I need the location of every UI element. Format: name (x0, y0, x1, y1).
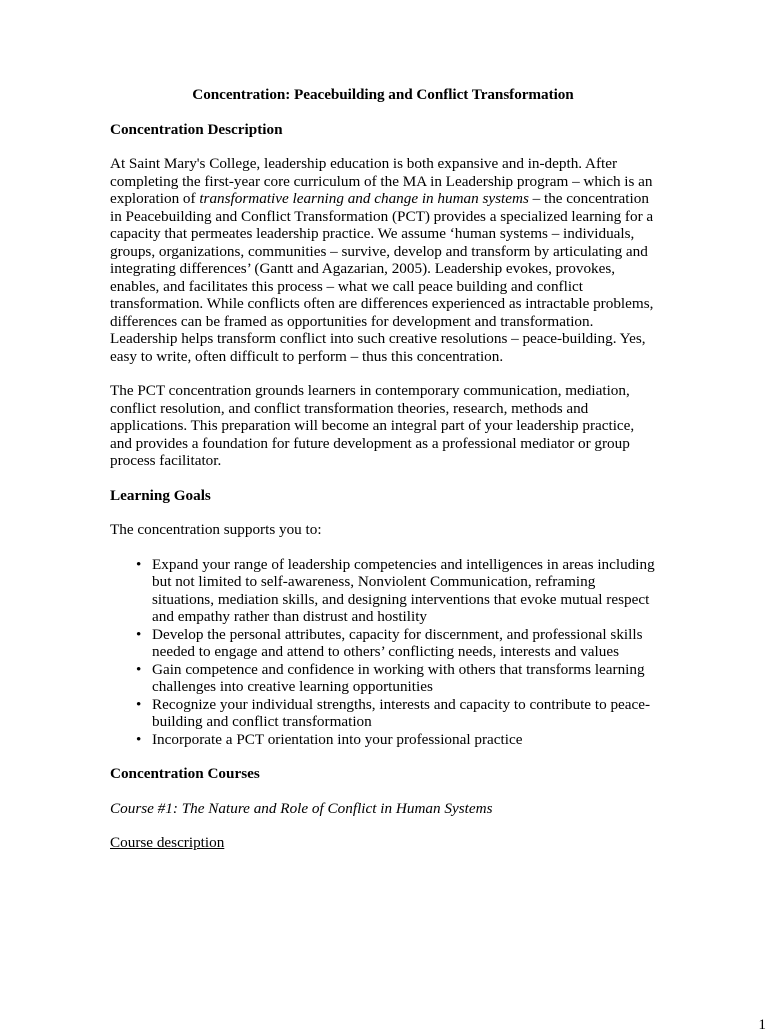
bullet-icon: • (136, 625, 142, 643)
paragraph-concentration-description-1 (110, 155, 656, 365)
course-description-label: Course description (110, 834, 225, 851)
heading-concentration-courses: Concentration Courses (110, 765, 260, 782)
paragraph-concentration-description-2: The PCT concentration grounds learners in contemporary communication, mediation, conflict resolution, and conflict transformation theories, research, methods and applications. This preparation will become an integral part of your leadership practice, and provides a foundation for future development as a professional mediator or group process facilitator. (110, 382, 635, 469)
list-item (110, 556, 656, 626)
page-title: Concentration: Peacebuilding and Conflict Transformation (192, 86, 574, 103)
paragraph-text-part-1: At Saint Mary's College, leadership education is both expansive and in-depth. After completing the first-year core curriculum of the MA in Leadership program – which is an exploration of (110, 155, 653, 207)
course-description-heading-wrapper (110, 834, 656, 852)
learning-goals-intro: The concentration supports you to: (110, 521, 322, 538)
list-item-label: Develop the personal attributes, capacity for discernment, and professional skills needed to engage and attend to others’ conflicting needs, interests and values (152, 625, 643, 660)
bullet-icon: • (136, 730, 142, 748)
list-item-label: Gain competence and confidence in working with others that transforms learning challenges into creative learning opportunities (152, 660, 645, 695)
spacer (110, 748, 656, 765)
course-1-title: Course #1: The Nature and Role of Conflict in Human Systems (110, 799, 493, 817)
list-item (110, 731, 656, 749)
list-item (110, 696, 656, 731)
document-body (110, 86, 766, 1033)
spacer (110, 504, 656, 521)
list-item-label: Recognize your individual strengths, interests and capacity to contribute to peace-building and conflict transformation (152, 695, 651, 730)
spacer (110, 104, 656, 121)
spacer (110, 470, 656, 487)
heading-concentration-description: Concentration Description (110, 120, 283, 138)
page-number: 1 (758, 1016, 766, 1033)
spacer (110, 365, 656, 382)
list-item (110, 626, 656, 661)
spacer (110, 783, 656, 800)
learning-goals-list (110, 556, 656, 749)
bullet-icon: • (136, 660, 142, 678)
paragraph-text-part-2: – the concentration in Peacebuilding and Conflict Transformation (PCT) provides a specialized learning for a capacity that permeates leadership practice. We assume ‘human systems – individuals, groups, organizations, communities – survive, develop and transform by articulating and integrating differences’ (Gantt and Agazarian, 2005). Leadership evokes, provokes, enables, and facilitates this process – what we call peace building and conflict transformation. While conflicts often are differences experienced as intractable problems, differences can be framed as opportunities for development and transformation. Leadership helps transform conflict into such creative resolutions – peace-building. Yes, easy to write, often difficult to perform – thus this concentration. (110, 190, 654, 365)
bullet-icon: • (136, 555, 142, 573)
spacer (110, 539, 656, 556)
list-item (110, 661, 656, 696)
spacer (110, 138, 656, 155)
list-item-label: Incorporate a PCT orientation into your professional practice (152, 730, 523, 748)
list-item-label: Expand your range of leadership competencies and intelligences in areas including but not limited to self-awareness, Nonviolent Communication, reframing situations, mediation skills, and designing interventions that evoke mutual respect and empathy rather than distrust and hostility (152, 555, 655, 625)
bullet-icon: • (136, 695, 142, 713)
emphasis-transformative-learning: transformative learning and change in human systems (199, 190, 529, 207)
heading-learning-goals: Learning Goals (110, 486, 211, 504)
spacer (110, 817, 656, 834)
